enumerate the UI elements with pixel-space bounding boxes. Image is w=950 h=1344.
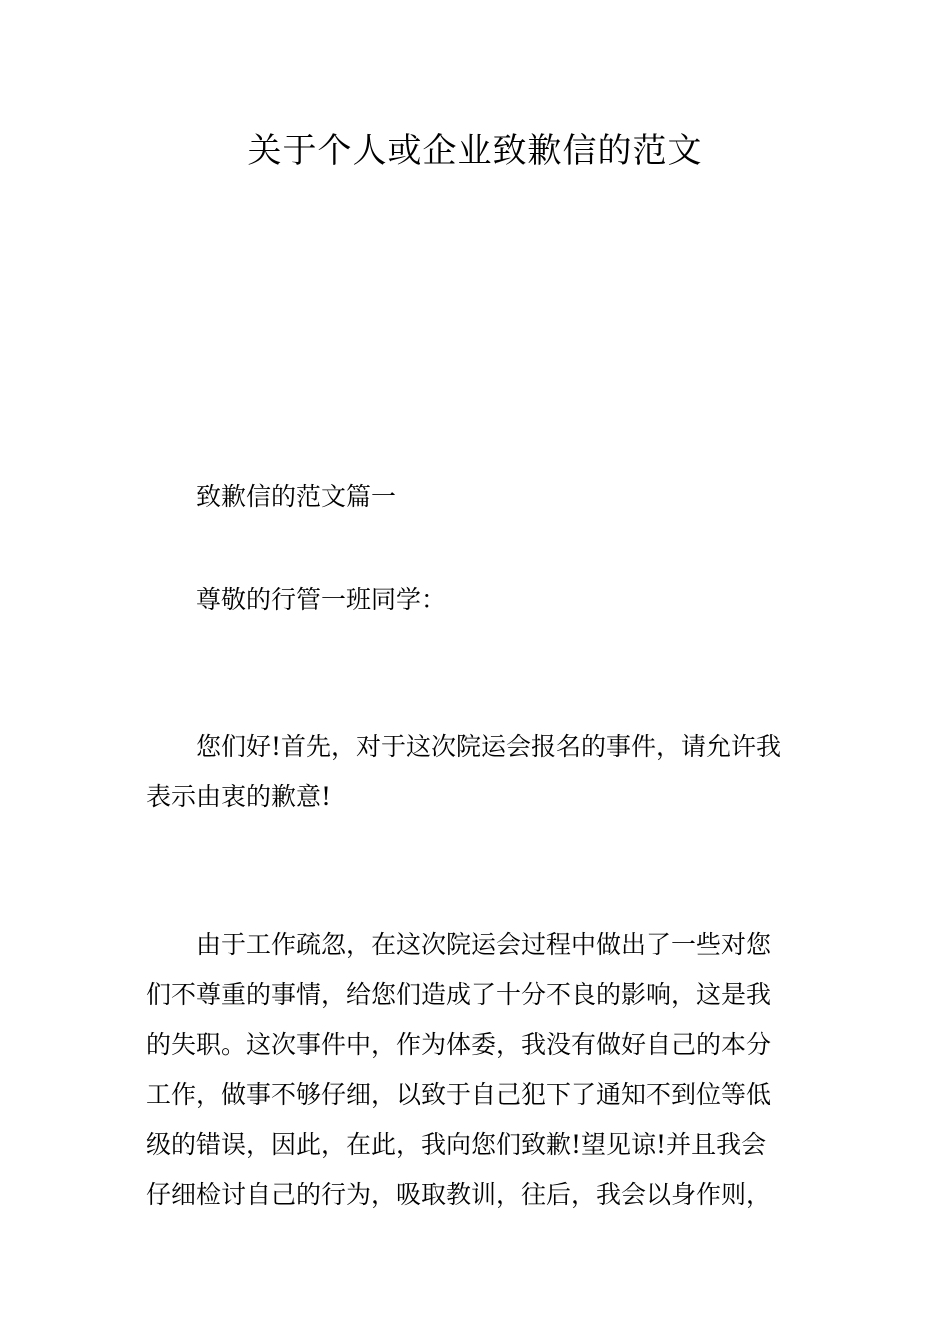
- paragraph-line: 仔细检讨自己的行为，吸取教训，往后，我会以身作则，: [146, 1180, 772, 1209]
- salutation: 尊敬的行管一班同学：: [196, 585, 447, 614]
- document-title: 关于个人或企业致歉信的范文: [247, 131, 703, 171]
- section-heading: 致歉信的范文篇一: [196, 482, 397, 511]
- paragraph-line: 由于工作疏忽，在这次院运会过程中做出了一些对您: [196, 930, 772, 959]
- paragraph-line: 级的错误，因此，在此，我向您们致歉!望见谅!并且我会: [146, 1130, 767, 1159]
- paragraph-line: 工作，做事不够仔细，以致于自己犯下了通知不到位等低: [146, 1080, 772, 1109]
- paragraph-greeting: [146, 722, 806, 822]
- paragraph-line: 们不尊重的事情，给您们造成了十分不良的影响，这是我: [146, 980, 772, 1009]
- paragraph-line: 的失职。这次事件中，作为体委，我没有做好自己的本分: [146, 1030, 772, 1059]
- paragraph-apology: [146, 920, 806, 1220]
- paragraph-line: 表示由衷的歉意!: [146, 782, 332, 811]
- paragraph-line: 您们好!首先，对于这次院运会报名的事件，请允许我: [196, 732, 782, 761]
